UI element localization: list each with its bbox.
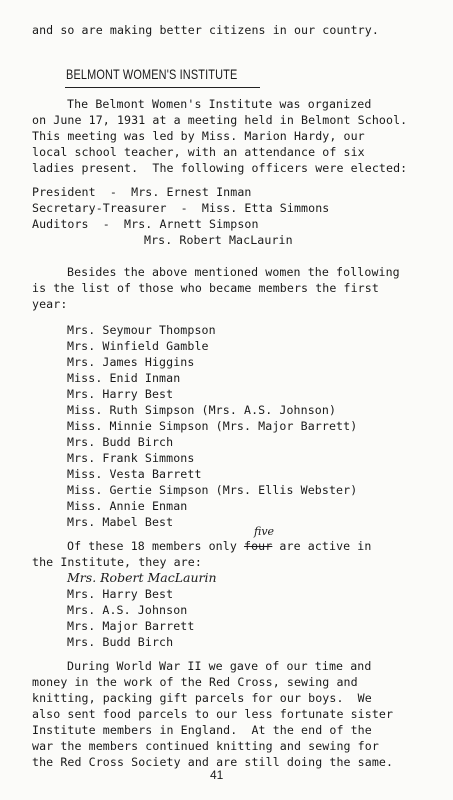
intro-line: This meeting was led by Miss. Marion Hardy, our bbox=[32, 129, 365, 143]
member-item: Miss. Vesta Barrett bbox=[67, 467, 202, 481]
heading-underline bbox=[65, 87, 260, 88]
member-item: Mrs. Budd Birch bbox=[67, 435, 174, 449]
war-line: During World War II we gave of our time and bbox=[67, 659, 372, 673]
continuation-line: and so are making better citizens in our country. bbox=[32, 23, 379, 37]
active-member-item: Mrs. Budd Birch bbox=[67, 635, 174, 649]
war-line: also sent food parcels to our less fortunate sister bbox=[32, 707, 394, 721]
active-text-b: are active in bbox=[272, 539, 372, 553]
active-member-item: Mrs. Harry Best bbox=[67, 587, 174, 601]
besides-line: Besides the above mentioned women the following bbox=[67, 265, 400, 279]
active-member-item: Mrs. Major Barrett bbox=[67, 619, 195, 633]
intro-line: ladies present. The following officers were elected: bbox=[32, 161, 408, 175]
member-item: Mrs. James Higgins bbox=[67, 355, 195, 369]
active-line-2: the Institute, they are: bbox=[32, 555, 202, 569]
member-item: Mrs. Seymour Thompson bbox=[67, 323, 216, 337]
war-line: money in the work of the Red Cross, sewing and bbox=[32, 675, 358, 689]
handwritten-correction: five bbox=[254, 525, 275, 538]
officer-president: President - Mrs. Ernest Inman bbox=[32, 185, 252, 199]
page-number: 41 bbox=[210, 768, 224, 782]
war-line: Institute members in England. At the end of the bbox=[32, 723, 372, 737]
struck-word: four bbox=[244, 539, 273, 553]
member-item: Miss. Gertie Simpson (Mrs. Ellis Webster) bbox=[67, 483, 358, 497]
active-line bbox=[67, 538, 371, 554]
member-item: Mrs. Harry Best bbox=[67, 387, 174, 401]
besides-line: is the list of those who became members the first bbox=[32, 281, 379, 295]
intro-line: on June 17, 1931 at a meeting held in Belmont School. bbox=[32, 113, 408, 127]
officer-secretary: Secretary-Treasurer - Miss. Etta Simmons bbox=[32, 201, 330, 215]
member-item: Miss. Annie Enman bbox=[67, 499, 188, 513]
member-item: Miss. Enid Inman bbox=[67, 371, 181, 385]
member-item: Miss. Ruth Simpson (Mrs. A.S. Johnson) bbox=[67, 403, 337, 417]
officer-auditors: Auditors - Mrs. Arnett Simpson bbox=[32, 217, 259, 231]
war-line: war the members continued knitting and sewing for bbox=[32, 739, 379, 753]
member-item: Mrs. Winfield Gamble bbox=[67, 339, 209, 353]
handwritten-member: Mrs. Robert MacLaurin bbox=[67, 570, 217, 585]
active-text-a: Of these 18 members only bbox=[67, 539, 245, 553]
active-member-item: Mrs. A.S. Johnson bbox=[67, 603, 188, 617]
officer-auditor-2: Mrs. Robert MacLaurin bbox=[144, 233, 293, 247]
intro-line: The Belmont Women's Institute was organized bbox=[67, 97, 372, 111]
member-item: Mrs. Frank Simmons bbox=[67, 451, 195, 465]
member-item: Miss. Minnie Simpson (Mrs. Major Barrett) bbox=[67, 419, 358, 433]
intro-line: local school teacher, with an attendance of six bbox=[32, 145, 365, 159]
section-heading: BELMONT WOMEN'S INSTITUTE bbox=[66, 66, 238, 82]
member-item: Mrs. Mabel Best bbox=[67, 515, 174, 529]
war-line: knitting, packing gift parcels for our boys. We bbox=[32, 691, 372, 705]
war-line: the Red Cross Society and are still doing the same. bbox=[32, 755, 394, 769]
besides-line: year: bbox=[32, 297, 68, 311]
